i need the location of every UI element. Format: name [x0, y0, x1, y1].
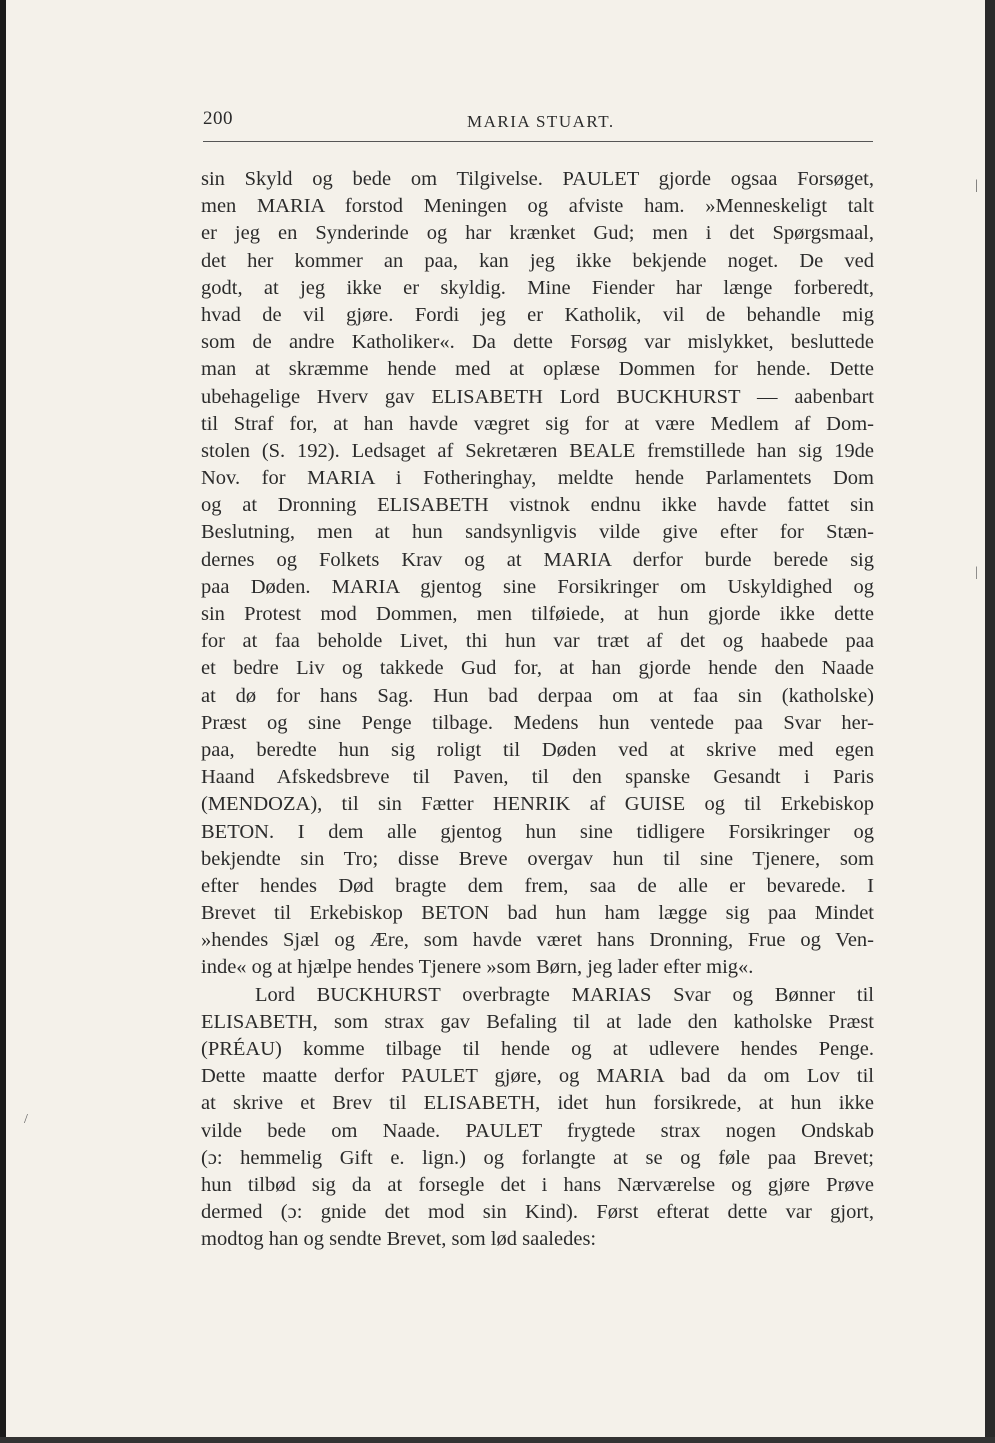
text-line: vilde bede om Naade. PAULET frygtede strax nogen Ondskab	[201, 1119, 874, 1142]
text-line: til Straf for, at han havde vægret sig for at være Medlem af Dom-	[201, 412, 874, 435]
text-line: paa Døden. MARIA gjentog sine Forsikringer om Uskyldighed og	[201, 575, 874, 598]
text-line: (PRÉAU) komme tilbage til hende og at udlevere hendes Penge.	[201, 1038, 874, 1060]
page-number: 200	[203, 108, 233, 129]
margin-mark: |	[975, 565, 978, 580]
text-line: modtog han og sendte Brevet, som lød saaledes:	[201, 1228, 597, 1251]
text-line: Brevet til Erkebiskop BETON bad hun ham lægge sig paa Mindet	[201, 902, 874, 925]
text-line: ubehagelige Hverv gav ELISABETH Lord BUCKHURST — aabenbart	[201, 385, 874, 408]
header-rule	[203, 141, 873, 142]
text-line: hun tilbød sig da at forsegle det i hans Nærværelse og gjøre Prøve	[201, 1173, 874, 1196]
margin-mark: /	[24, 1112, 28, 1127]
margin-mark: |	[975, 178, 978, 193]
text-line: »hendes Sjæl og Ære, som havde været hans Dronning, Frue og Ven-	[201, 929, 874, 952]
text-line: inde« og at hjælpe hendes Tjenere »som Børn, jeg lader efter mig«.	[201, 956, 754, 979]
text-line: Haand Afskedsbreve til Paven, til den spanske Gesandt i Paris	[201, 766, 874, 789]
text-line: stolen (S. 192). Ledsaget af Sekretæren BEALE fremstillede han sig 19de	[201, 439, 874, 462]
text-line: (ɔ: hemmelig Gift e. lign.) og forlangte at se og føle paa Brevet;	[201, 1146, 874, 1169]
text-line: Lord BUCKHURST overbragte MARIAS Svar og Bønner til	[255, 983, 874, 1006]
text-line: ELISABETH, som strax gav Befaling til at lade den katholske Præst	[201, 1010, 874, 1033]
text-line: som de andre Katholiker«. Da dette Forsøg var mislykket, besluttede	[201, 331, 874, 354]
scan-border-left	[0, 0, 6, 1443]
text-line: (MENDOZA), til sin Fætter HENRIK af GUISE og til Erkebiskop	[201, 793, 874, 816]
running-title: MARIA STUART.	[467, 112, 615, 131]
text-line: er jeg en Synderinde og har krænket Gud; men i det Spørgsmaal,	[201, 222, 874, 245]
text-line: Nov. for MARIA i Fotheringhay, meldte hende Parlamentets Dom	[201, 467, 874, 490]
text-line: sin Protest mod Dommen, men tilføiede, at hun gjorde ikke dette	[201, 603, 874, 625]
text-line: et bedre Liv og takkede Gud for, at han gjorde hende den Naade	[201, 657, 874, 680]
text-line: det her kommer an paa, kan jeg ikke bekjende noget. De ved	[201, 249, 874, 272]
text-line: dermed (ɔ: gnide det mod sin Kind). Først efterat dette var gjort,	[201, 1201, 874, 1224]
text-line: dernes og Folkets Krav og at MARIA derfor burde berede sig	[201, 548, 874, 571]
text-line: Dette maatte derfor PAULET gjøre, og MARIA bad da om Lov til	[201, 1065, 874, 1088]
text-line: men MARIA forstod Meningen og afviste ham. »Menneskeligt talt	[201, 195, 874, 218]
text-line: man at skræmme hende med at oplæse Dommen for hende. Dette	[201, 358, 874, 381]
scan-border-bottom	[0, 1437, 995, 1443]
text-line: sin Skyld og bede om Tilgivelse. PAULET gjorde ogsaa Forsøget,	[201, 168, 874, 190]
body-text	[201, 166, 874, 1254]
text-line: for at faa beholde Livet, thi hun var træt af det og haabede paa	[201, 630, 874, 653]
text-line: efter hendes Død bragte dem frem, saa de alle er bevarede. I	[201, 874, 874, 897]
text-line: hvad de vil gjøre. Fordi jeg er Katholik, vil de behandle mig	[201, 303, 874, 326]
text-line: at dø for hans Sag. Hun bad derpaa om at faa sin (katholske)	[201, 684, 874, 707]
text-line: paa, beredte hun sig roligt til Døden ved at skrive med egen	[201, 738, 874, 761]
scan-border-right	[985, 0, 995, 1443]
text-line: og at Dronning ELISABETH vistnok endnu ikke havde fattet sin	[201, 494, 874, 517]
text-line: bekjendte sin Tro; disse Breve overgav hun til sine Tjenere, som	[201, 847, 874, 870]
text-line: godt, at jeg ikke er skyldig. Mine Fiender har længe forberedt,	[201, 276, 874, 299]
text-line: BETON. I dem alle gjentog hun sine tidligere Forsikringer og	[201, 820, 874, 843]
text-line: at skrive et Brev til ELISABETH, idet hun forsikrede, at hun ikke	[201, 1092, 874, 1115]
text-line: Præst og sine Penge tilbage. Medens hun ventede paa Svar her-	[201, 711, 874, 734]
page-header	[203, 108, 873, 148]
text-line: Beslutning, men at hun sandsynligvis vilde give efter for Stæn-	[201, 521, 874, 544]
